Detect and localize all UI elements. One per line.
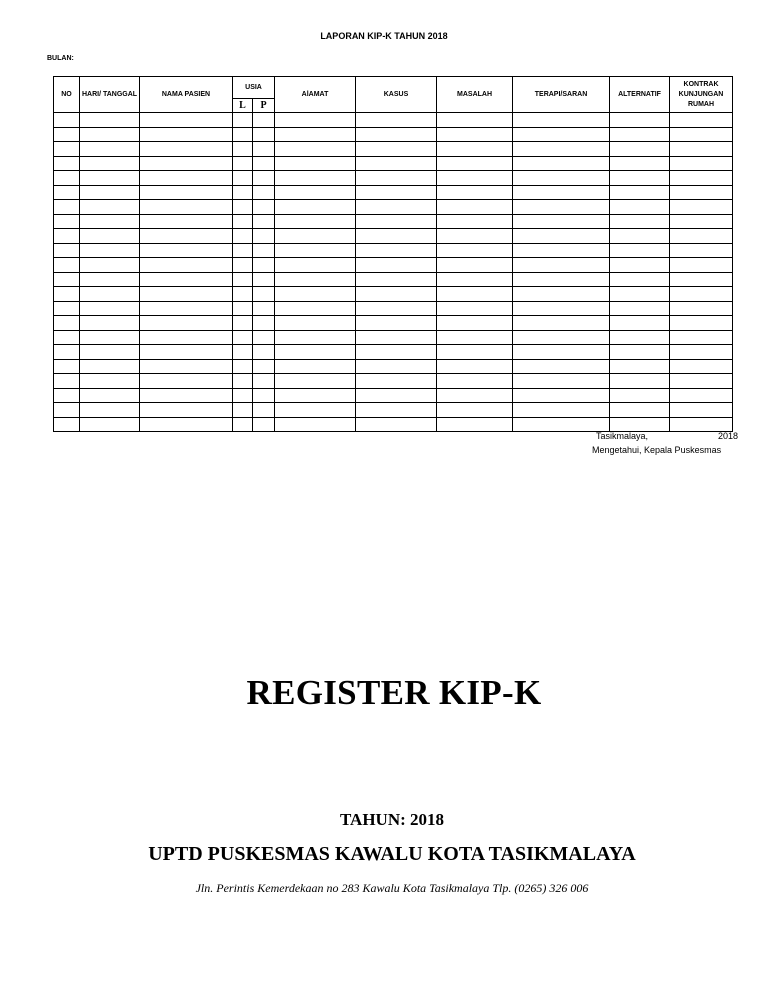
table-cell: [513, 301, 610, 316]
table-row: [54, 359, 733, 374]
table-cell: [513, 272, 610, 287]
table-cell: [513, 113, 610, 128]
register-title: REGISTER KIP-K: [246, 673, 542, 712]
table-cell: [610, 417, 670, 432]
table-cell: [54, 330, 80, 345]
table-cell: [253, 200, 275, 215]
table-cell: [670, 272, 733, 287]
signature-year: 2018: [717, 431, 738, 441]
col-header-age-female: P: [253, 99, 275, 113]
table-cell: [233, 258, 253, 273]
table-cell: [140, 229, 233, 244]
table-cell: [437, 243, 513, 258]
table-cell: [513, 388, 610, 403]
table-cell: [275, 359, 356, 374]
table-cell: [233, 229, 253, 244]
table-cell: [54, 185, 80, 200]
table-cell: [80, 316, 140, 331]
table-cell: [140, 142, 233, 157]
table-cell: [275, 200, 356, 215]
table-cell: [80, 229, 140, 244]
table-cell: [513, 417, 610, 432]
table-cell: [140, 417, 233, 432]
table-cell: [275, 127, 356, 142]
table-cell: [275, 272, 356, 287]
table-cell: [437, 359, 513, 374]
table-cell: [253, 171, 275, 186]
table-cell: [80, 200, 140, 215]
table-cell: [610, 330, 670, 345]
col-header-home-visit: KONTRAK KUNJUNGAN RUMAH: [670, 77, 733, 113]
table-cell: [610, 374, 670, 389]
table-cell: [80, 113, 140, 128]
table-row: [54, 316, 733, 331]
table-cell: [670, 258, 733, 273]
table-cell: [670, 316, 733, 331]
table-cell: [233, 243, 253, 258]
table-cell: [670, 287, 733, 302]
table-cell: [140, 272, 233, 287]
table-cell: [54, 417, 80, 432]
table-cell: [437, 403, 513, 418]
table-cell: [80, 142, 140, 157]
table-cell: [140, 345, 233, 360]
table-cell: [670, 214, 733, 229]
table-cell: [356, 142, 437, 157]
col-header-case: KASUS: [356, 77, 437, 113]
table-cell: [275, 403, 356, 418]
table-cell: [80, 374, 140, 389]
table-cell: [80, 403, 140, 418]
table-cell: [437, 272, 513, 287]
table-cell: [233, 359, 253, 374]
table-cell: [610, 171, 670, 186]
table-cell: [233, 374, 253, 389]
table-cell: [356, 185, 437, 200]
table-cell: [140, 403, 233, 418]
table-cell: [513, 243, 610, 258]
table-row: [54, 287, 733, 302]
table-cell: [253, 156, 275, 171]
table-cell: [437, 127, 513, 142]
table-cell: [513, 171, 610, 186]
table-cell: [275, 229, 356, 244]
table-cell: [437, 345, 513, 360]
table-cell: [275, 301, 356, 316]
col-header-age: USIA: [233, 77, 275, 99]
table-cell: [233, 417, 253, 432]
table-cell: [437, 200, 513, 215]
table-cell: [670, 200, 733, 215]
table-cell: [356, 287, 437, 302]
table-cell: [670, 229, 733, 244]
table-cell: [140, 127, 233, 142]
table-body: [54, 113, 733, 432]
table-cell: [253, 243, 275, 258]
table-cell: [670, 185, 733, 200]
table-cell: [233, 214, 253, 229]
table-cell: [275, 330, 356, 345]
table-cell: [253, 142, 275, 157]
table-cell: [513, 374, 610, 389]
table-row: [54, 330, 733, 345]
table-cell: [513, 214, 610, 229]
table-cell: [275, 388, 356, 403]
table-cell: [437, 171, 513, 186]
table-cell: [233, 171, 253, 186]
table-cell: [54, 272, 80, 287]
table-cell: [233, 200, 253, 215]
table-cell: [437, 287, 513, 302]
table-cell: [275, 171, 356, 186]
table-cell: [670, 330, 733, 345]
table-cell: [610, 287, 670, 302]
table-row: [54, 301, 733, 316]
table-cell: [670, 374, 733, 389]
table-cell: [437, 185, 513, 200]
table-cell: [513, 142, 610, 157]
table-row: [54, 142, 733, 157]
signature-acknowledged: Mengetahui, Kepala Puskesmas: [592, 445, 722, 455]
signature-place-line: [596, 431, 738, 442]
table-cell: [610, 388, 670, 403]
table-cell: [80, 345, 140, 360]
table-cell: [437, 374, 513, 389]
table-cell: [356, 156, 437, 171]
table-cell: [670, 243, 733, 258]
table-cell: [253, 359, 275, 374]
table-cell: [437, 301, 513, 316]
table-cell: [253, 403, 275, 418]
table-cell: [253, 127, 275, 142]
table-cell: [54, 374, 80, 389]
table-cell: [275, 374, 356, 389]
institution-name: UPTD PUSKESMAS KAWALU KOTA TASIKMALAYA: [148, 843, 636, 865]
table-cell: [513, 258, 610, 273]
table-cell: [253, 287, 275, 302]
table-cell: [513, 156, 610, 171]
table-cell: [233, 330, 253, 345]
table-cell: [356, 229, 437, 244]
table-cell: [356, 113, 437, 128]
table-cell: [54, 142, 80, 157]
table-cell: [356, 214, 437, 229]
table-cell: [610, 258, 670, 273]
col-header-no: NO: [54, 77, 80, 113]
table-row: [54, 229, 733, 244]
table-cell: [233, 316, 253, 331]
table-cell: [253, 185, 275, 200]
table-cell: [140, 214, 233, 229]
table-cell: [253, 374, 275, 389]
table-row: [54, 243, 733, 258]
table-cell: [253, 214, 275, 229]
table-row: [54, 403, 733, 418]
table-cell: [80, 156, 140, 171]
table-cell: [610, 113, 670, 128]
table-cell: [356, 171, 437, 186]
table-cell: [513, 185, 610, 200]
table-cell: [610, 345, 670, 360]
table-cell: [140, 243, 233, 258]
table-cell: [54, 200, 80, 215]
table-cell: [437, 229, 513, 244]
table-cell: [437, 417, 513, 432]
col-header-problem: MASALAH: [437, 77, 513, 113]
table-cell: [253, 229, 275, 244]
table-cell: [140, 156, 233, 171]
table-cell: [253, 301, 275, 316]
table-cell: [80, 272, 140, 287]
table-cell: [140, 316, 233, 331]
table-cell: [610, 127, 670, 142]
table-cell: [275, 214, 356, 229]
table-cell: [513, 330, 610, 345]
table-cell: [356, 359, 437, 374]
table-cell: [437, 113, 513, 128]
table-cell: [80, 287, 140, 302]
table-cell: [610, 403, 670, 418]
institution-address: Jln. Perintis Kemerdekaan no 283 Kawalu Kota Tasikmalaya Tlp. (0265) 326 006: [195, 881, 589, 895]
table-cell: [140, 200, 233, 215]
table-cell: [356, 330, 437, 345]
report-title: LAPORAN KIP-K TAHUN 2018: [320, 31, 448, 41]
table-cell: [275, 113, 356, 128]
table-cell: [356, 272, 437, 287]
table-cell: [233, 185, 253, 200]
kipk-report-table: [53, 76, 733, 432]
table-cell: [356, 403, 437, 418]
table-cell: [670, 171, 733, 186]
table-cell: [610, 243, 670, 258]
table-cell: [356, 200, 437, 215]
register-year: TAHUN: 2018: [339, 810, 445, 829]
table-cell: [610, 229, 670, 244]
table-cell: [140, 287, 233, 302]
table-cell: [513, 229, 610, 244]
table-cell: [54, 403, 80, 418]
table-cell: [356, 243, 437, 258]
table-cell: [670, 403, 733, 418]
table-cell: [610, 359, 670, 374]
table-cell: [233, 403, 253, 418]
table-cell: [275, 345, 356, 360]
table-cell: [233, 287, 253, 302]
table-cell: [513, 345, 610, 360]
table-cell: [54, 171, 80, 186]
table-cell: [437, 258, 513, 273]
table-cell: [356, 417, 437, 432]
table-cell: [233, 113, 253, 128]
table-cell: [54, 243, 80, 258]
table-cell: [513, 287, 610, 302]
col-header-patient-name: NAMA PASIEN: [140, 77, 233, 113]
table-cell: [140, 113, 233, 128]
table-cell: [356, 316, 437, 331]
col-header-date: HARI/ TANGGAL: [80, 77, 140, 113]
table-cell: [275, 287, 356, 302]
table-cell: [80, 185, 140, 200]
table-cell: [253, 417, 275, 432]
table-cell: [253, 258, 275, 273]
table-cell: [437, 330, 513, 345]
table-cell: [670, 359, 733, 374]
table-cell: [610, 214, 670, 229]
col-header-address: AlAMAT: [275, 77, 356, 113]
table-cell: [140, 374, 233, 389]
table-cell: [670, 113, 733, 128]
table-cell: [356, 258, 437, 273]
table-cell: [140, 258, 233, 273]
table-cell: [670, 388, 733, 403]
table-cell: [253, 388, 275, 403]
table-cell: [140, 388, 233, 403]
table-cell: [610, 142, 670, 157]
table-cell: [253, 113, 275, 128]
table-row: [54, 127, 733, 142]
table-cell: [356, 374, 437, 389]
table-cell: [670, 156, 733, 171]
table-cell: [437, 388, 513, 403]
table-cell: [140, 301, 233, 316]
table-cell: [275, 185, 356, 200]
table-cell: [610, 185, 670, 200]
table-cell: [513, 316, 610, 331]
col-header-age-male: L: [233, 99, 253, 113]
table-row: [54, 200, 733, 215]
table-cell: [54, 345, 80, 360]
table-cell: [54, 359, 80, 374]
table-cell: [54, 229, 80, 244]
table-cell: [54, 258, 80, 273]
table-cell: [54, 127, 80, 142]
table-cell: [253, 316, 275, 331]
table-cell: [275, 316, 356, 331]
table-cell: [356, 345, 437, 360]
table-cell: [513, 127, 610, 142]
table-cell: [610, 156, 670, 171]
table-cell: [80, 417, 140, 432]
table-cell: [610, 200, 670, 215]
table-cell: [80, 127, 140, 142]
table-cell: [80, 171, 140, 186]
table-cell: [54, 301, 80, 316]
table-cell: [610, 272, 670, 287]
table-cell: [140, 359, 233, 374]
table-row: [54, 156, 733, 171]
table-row: [54, 388, 733, 403]
table-cell: [233, 156, 253, 171]
table-cell: [513, 200, 610, 215]
table-cell: [54, 214, 80, 229]
table-cell: [233, 272, 253, 287]
table-cell: [670, 301, 733, 316]
table-cell: [140, 185, 233, 200]
table-cell: [275, 142, 356, 157]
table-cell: [356, 301, 437, 316]
table-cell: [610, 316, 670, 331]
table-row: [54, 258, 733, 273]
table-cell: [54, 113, 80, 128]
table-cell: [275, 156, 356, 171]
table-cell: [80, 330, 140, 345]
table-row: [54, 417, 733, 432]
table-row: [54, 345, 733, 360]
table-cell: [253, 345, 275, 360]
table-cell: [233, 388, 253, 403]
table-cell: [670, 142, 733, 157]
table-row: [54, 171, 733, 186]
table-cell: [233, 345, 253, 360]
table-cell: [437, 142, 513, 157]
table-cell: [253, 272, 275, 287]
table-row: [54, 185, 733, 200]
month-label: BULAN:: [47, 55, 74, 62]
table-cell: [233, 142, 253, 157]
table-cell: [253, 330, 275, 345]
col-header-alternative: ALTERNATIF: [610, 77, 670, 113]
table-cell: [513, 359, 610, 374]
signature-place: Tasikmalaya,: [596, 431, 649, 441]
table-cell: [140, 330, 233, 345]
table-row: [54, 214, 733, 229]
table-cell: [513, 403, 610, 418]
table-cell: [140, 171, 233, 186]
col-header-therapy: TERAPI/SARAN: [513, 77, 610, 113]
table-row: [54, 374, 733, 389]
table-cell: [275, 243, 356, 258]
table-cell: [610, 301, 670, 316]
table-row: [54, 272, 733, 287]
table-cell: [80, 388, 140, 403]
table-cell: [356, 127, 437, 142]
table-cell: [275, 258, 356, 273]
table-cell: [437, 214, 513, 229]
table-cell: [54, 316, 80, 331]
table-row: [54, 113, 733, 128]
table-cell: [356, 388, 437, 403]
table-cell: [54, 388, 80, 403]
table-cell: [80, 301, 140, 316]
table-cell: [54, 156, 80, 171]
table-cell: [80, 258, 140, 273]
table-cell: [437, 156, 513, 171]
table-cell: [233, 127, 253, 142]
table-cell: [670, 345, 733, 360]
table-cell: [437, 316, 513, 331]
table-cell: [54, 287, 80, 302]
table-cell: [80, 359, 140, 374]
table-cell: [670, 127, 733, 142]
table-cell: [80, 243, 140, 258]
table-cell: [275, 417, 356, 432]
table-cell: [670, 417, 733, 432]
table-cell: [80, 214, 140, 229]
table-cell: [233, 301, 253, 316]
